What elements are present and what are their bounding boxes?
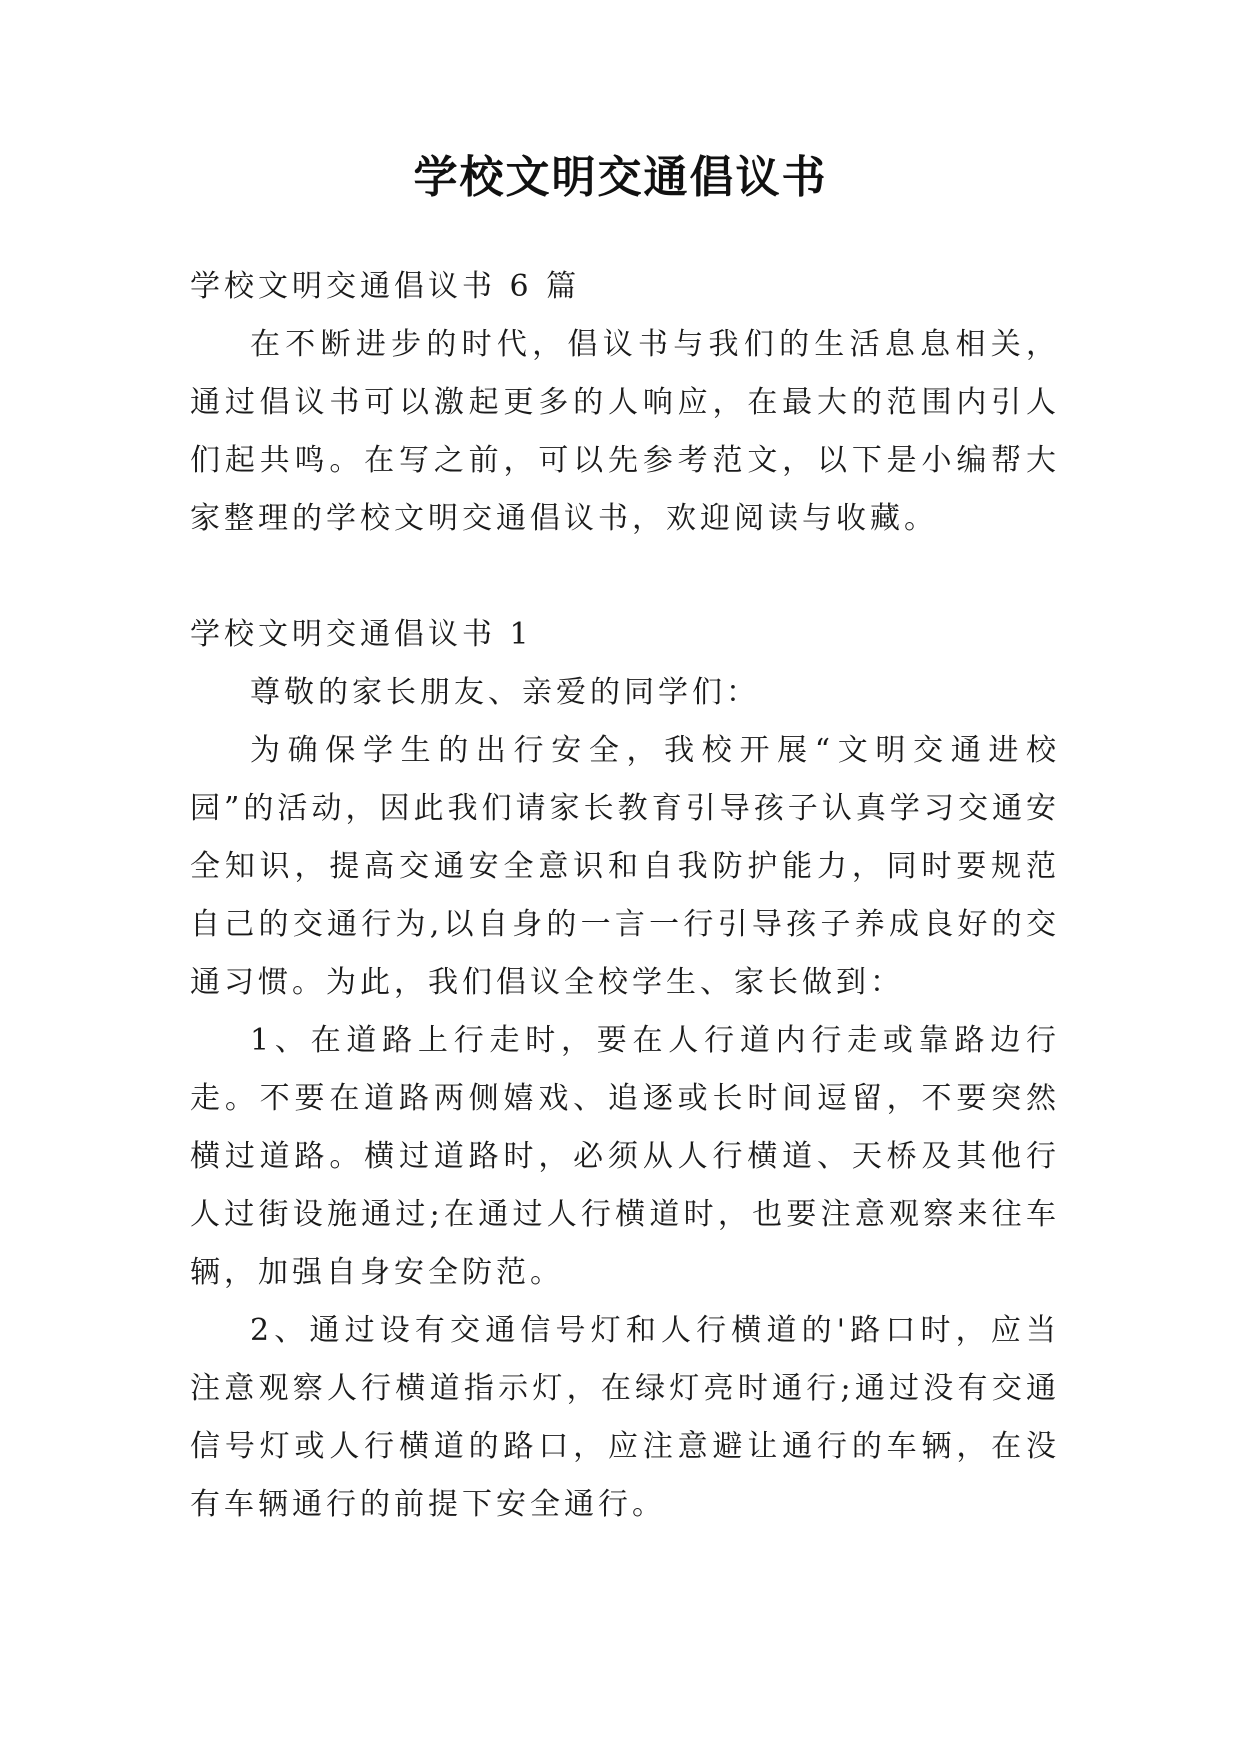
list-item-2: 2、通过设有交通信号灯和人行横道的'路口时，应当注意观察人行横道指示灯，在绿灯亮时通行;通过没有交通信号灯或人行横道的路口，应注意避让通行的车辆，在没有车辆通行的前提下安全通行。 <box>190 1313 1060 1522</box>
body-paragraph: 为确保学生的出行安全，我校开展“文明交通进校园”的活动，因此我们请家长教育引导孩子认真学习交通安全知识，提高交通安全意识和自我防护能力，同时要规范自己的交通行为,以自身的一言一行引导孩子养成良好的交通习惯。为此，我们倡议全校学生、家长做到： <box>190 733 1060 1000</box>
list-item-1: 1、在道路上行走时，要在人行道内行走或靠路边行走。不要在道路两侧嬉戏、追逐或长时间逗留，不要突然横过道路。横过道路时，必须从人行横道、天桥及其他行人过街设施通过;在通过人行横道时，也要注意观察来往车辆，加强自身安全防范。 <box>190 1023 1060 1290</box>
document-body <box>190 258 1060 1534</box>
section-spacer <box>190 548 1060 606</box>
section-heading: 学校文明交通倡议书 1 <box>190 617 533 652</box>
document-title: 学校文明交通倡议书 <box>413 152 828 203</box>
greeting-line: 尊敬的家长朋友、亲爱的同学们： <box>250 675 760 710</box>
intro-paragraph: 在不断进步的时代，倡议书与我们的生活息息相关，通过倡议书可以激起更多的人响应，在最大的范围内引人们起共鸣。在写之前，可以先参考范文，以下是小编帮大家整理的学校文明交通倡议书，欢迎阅读与收藏。 <box>190 327 1060 536</box>
document-subtitle: 学校文明交通倡议书 6 篇 <box>190 269 581 304</box>
